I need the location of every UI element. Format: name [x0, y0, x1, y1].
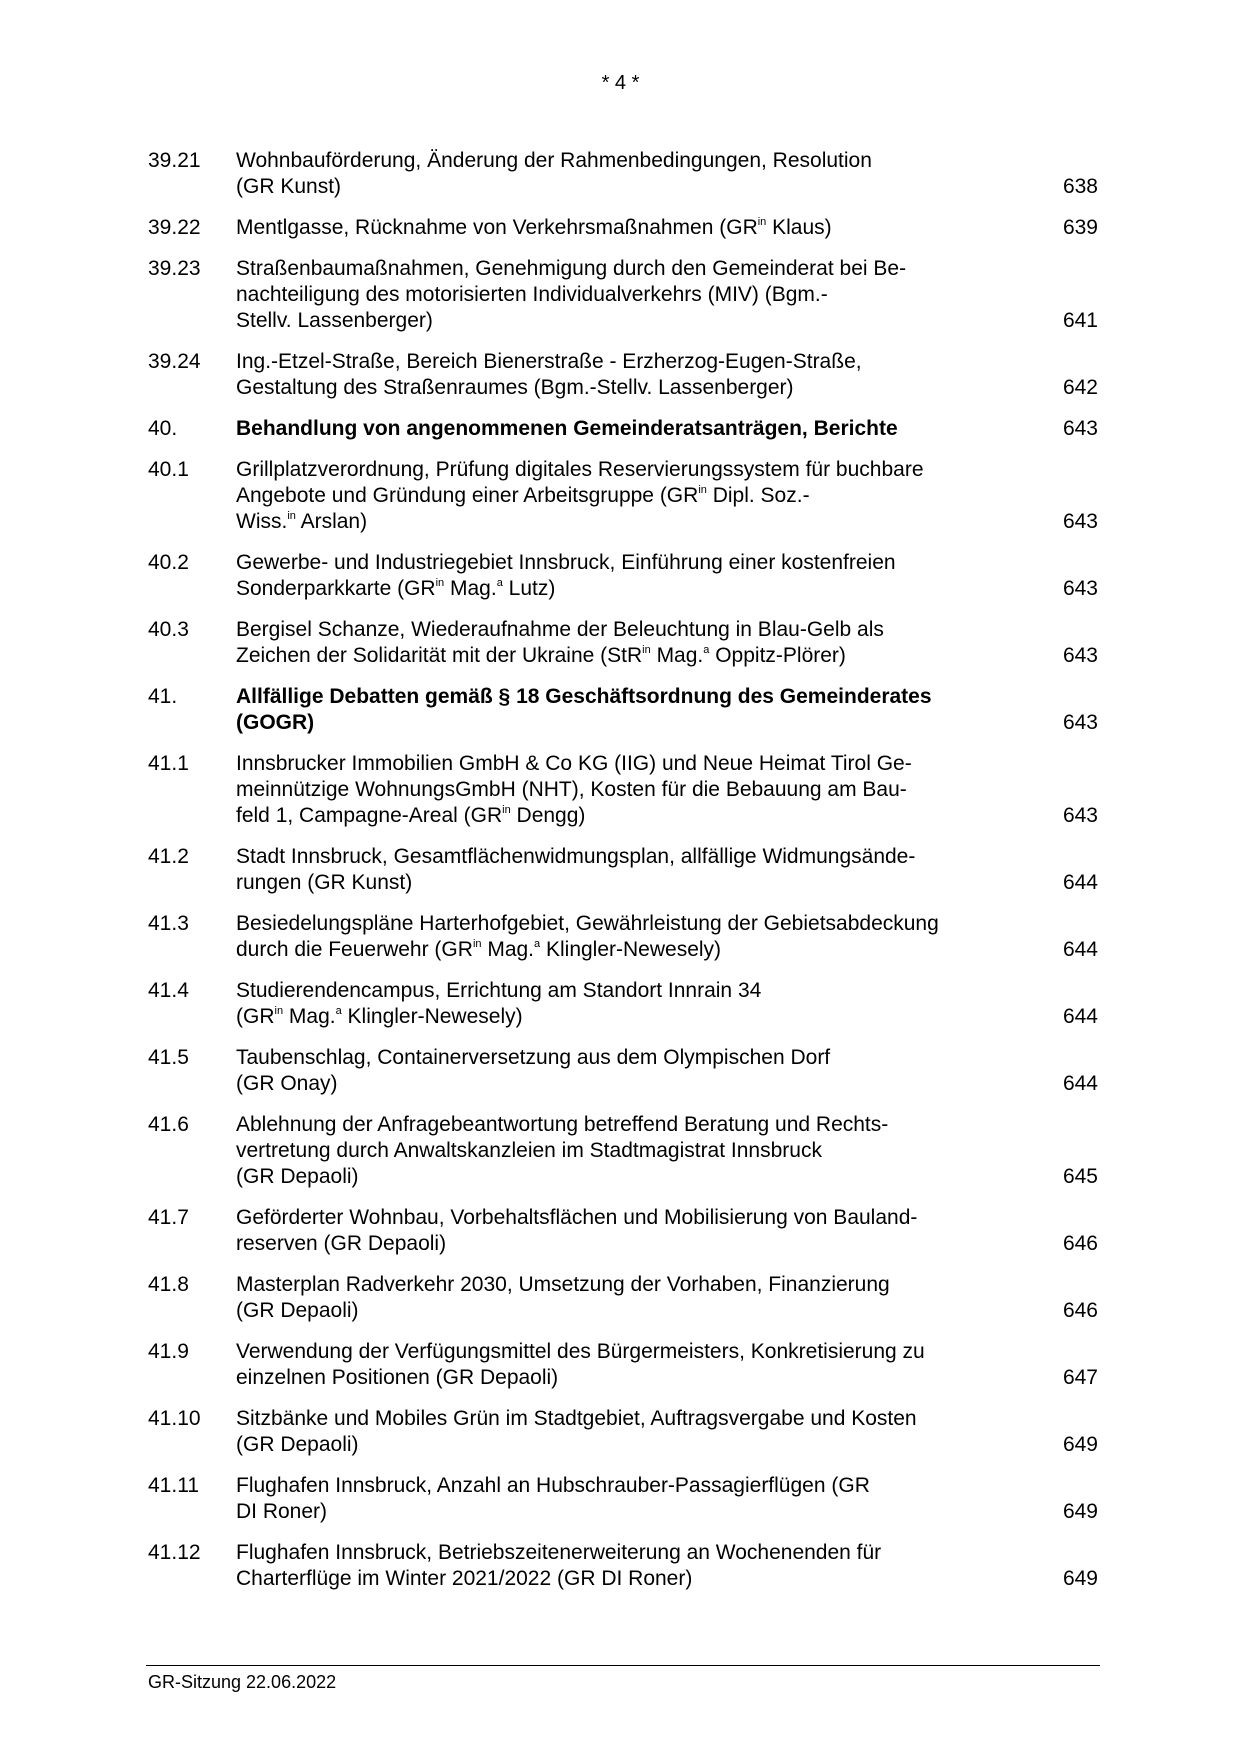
toc-entry-number: 41.10	[148, 1407, 201, 1430]
title-text: (GR Depaoli)	[236, 1299, 359, 1322]
title-superscript: in	[502, 804, 511, 816]
title-text: Flughafen Innsbruck, Betriebszeitenerweiterung an Wochenenden für	[236, 1541, 882, 1564]
title-text: Mag.	[444, 577, 497, 600]
toc-entry-title-line	[236, 684, 1006, 710]
toc-entry-title-line	[236, 978, 1006, 1004]
toc-entry-page: 643	[1062, 577, 1098, 600]
toc-entry-title-line	[236, 710, 1006, 736]
toc-entry	[148, 751, 1098, 829]
toc-entry-title-line	[236, 1071, 1006, 1097]
title-text: Sitzbänke und Mobiles Grün im Stadtgebiet, Auftragsvergabe und Kosten	[236, 1407, 917, 1430]
toc-entry-title	[236, 1339, 1006, 1391]
toc-entry-title	[236, 844, 1006, 896]
toc-entry-title	[236, 550, 1006, 602]
toc-entry-number: 39.21	[148, 149, 201, 172]
toc-entry-title-line	[236, 416, 1006, 442]
toc-entry-number: 39.24	[148, 350, 201, 373]
title-text: meinnützige WohnungsGmbH (NHT), Kosten für die Bebauung am Bau-	[236, 778, 907, 801]
title-text: (GR Kunst)	[236, 175, 342, 198]
toc-entry	[148, 1112, 1098, 1190]
toc-entry-number: 41.2	[148, 845, 189, 868]
toc-entry-title	[236, 215, 1006, 241]
title-text: Mentlgasse, Rücknahme von Verkehrsmaßnahmen (GR	[236, 216, 758, 239]
toc-entry-number: 41.3	[148, 912, 189, 935]
toc-entry-title	[236, 256, 1006, 334]
title-text: Masterplan Radverkehr 2030, Umsetzung der Vorhaben, Finanzierung	[236, 1273, 890, 1296]
toc-entry	[148, 684, 1098, 736]
toc-entry-title-line	[236, 1499, 1006, 1525]
toc-entry-title	[236, 457, 1006, 535]
title-text: (GR Onay)	[236, 1072, 338, 1095]
toc-entry-page: 638	[1062, 175, 1098, 198]
toc-entry	[148, 911, 1098, 963]
toc-entry-page: 643	[1062, 804, 1098, 827]
toc-entry-number: 40.3	[148, 618, 189, 641]
toc-entry-title-line	[236, 457, 1006, 483]
toc-entry-number: 41.1	[148, 752, 189, 775]
toc-entry-title-line	[236, 256, 1006, 282]
title-text: Mag.	[481, 938, 535, 961]
title-text: Arslan)	[295, 510, 368, 533]
toc-entry	[148, 148, 1098, 200]
title-superscript: in	[757, 216, 767, 228]
toc-entry-title	[236, 617, 1006, 669]
title-text: DI Roner)	[236, 1500, 328, 1523]
toc-entry-title	[236, 684, 1006, 736]
toc-entry-title-line	[236, 1205, 1006, 1231]
toc-entry-title-line	[236, 911, 1006, 937]
toc-entry-title-line	[236, 282, 1006, 308]
toc-entry-title-line	[236, 1004, 1006, 1030]
title-text: Bergisel Schanze, Wiederaufnahme der Beleuchtung in Blau-Gelb als	[236, 618, 884, 641]
toc-entry-page: 646	[1062, 1232, 1098, 1255]
toc-entry-title-line	[236, 1432, 1006, 1458]
title-text: Allfällige Debatten gemäß § 18 Geschäftsordnung des Gemeinderates	[236, 685, 932, 708]
toc-entry-title-line	[236, 1406, 1006, 1432]
toc-entry-page: 639	[1062, 216, 1098, 239]
toc-entry-title	[236, 1540, 1006, 1592]
title-text: Straßenbaumaßnahmen, Genehmigung durch den Gemeinderat bei Be-	[236, 257, 907, 280]
toc-entry-title	[236, 1473, 1006, 1525]
toc-entry-page: 649	[1062, 1433, 1098, 1456]
title-text: Mag.	[283, 1005, 336, 1028]
toc-entry-page: 649	[1062, 1500, 1098, 1523]
title-superscript: in	[472, 938, 482, 950]
toc-entry-title	[236, 1045, 1006, 1097]
toc-entry-page: 646	[1062, 1299, 1098, 1322]
toc-entry-title-line	[236, 1138, 1006, 1164]
toc-entry-title-line	[236, 643, 1006, 669]
toc-entry-page: 643	[1062, 711, 1098, 734]
title-text: durch die Feuerwehr (GR	[236, 938, 473, 961]
toc-entry	[148, 978, 1098, 1030]
toc-entry-page: 644	[1062, 1005, 1098, 1028]
toc-entry-title-line	[236, 1339, 1006, 1365]
toc-entry-title-line	[236, 617, 1006, 643]
toc-entry-page: 642	[1062, 376, 1098, 399]
toc-entry	[148, 1339, 1098, 1391]
toc-entry-title-line	[236, 1540, 1006, 1566]
toc-entry-title-line	[236, 1272, 1006, 1298]
toc-entry-number: 41.	[148, 685, 178, 708]
title-superscript: in	[642, 644, 651, 656]
title-text: Ablehnung der Anfragebeantwortung betreffend Beratung und Rechts-	[236, 1113, 889, 1136]
toc-entry-title-line	[236, 215, 1006, 241]
title-text: Sonderparkkarte (GR	[236, 577, 436, 600]
title-text: feld 1, Campagne-Areal (GR	[236, 804, 503, 827]
toc-entry-page: 643	[1062, 644, 1098, 667]
toc-entry-page: 647	[1062, 1366, 1098, 1389]
toc-entry-title-line	[236, 550, 1006, 576]
page-number: * 4 *	[601, 72, 640, 94]
toc-entry	[148, 1540, 1098, 1592]
title-text: (GR	[236, 1005, 275, 1028]
toc-entry-title-line	[236, 751, 1006, 777]
table-of-contents	[148, 148, 1098, 1607]
toc-entry-number: 41.4	[148, 979, 189, 1002]
title-text: Taubenschlag, Containerversetzung aus dem Olympischen Dorf	[236, 1046, 831, 1069]
title-text: (GR Depaoli)	[236, 1165, 359, 1188]
title-text: Klaus)	[766, 216, 832, 239]
toc-entry-number: 40.2	[148, 551, 189, 574]
footer-divider	[146, 1665, 1100, 1666]
title-text: Ing.-Etzel-Straße, Bereich Bienerstraße - Erzherzog-Eugen-Straße,	[236, 350, 862, 373]
toc-entry-title	[236, 1406, 1006, 1458]
toc-entry-title-line	[236, 174, 1006, 200]
toc-entry	[148, 215, 1098, 241]
title-text: rungen (GR Kunst)	[236, 871, 413, 894]
toc-entry-title-line	[236, 870, 1006, 896]
toc-entry-title	[236, 416, 1006, 442]
toc-entry-number: 41.9	[148, 1340, 189, 1363]
title-text: Dengg)	[510, 804, 586, 827]
toc-entry-title	[236, 148, 1006, 200]
title-superscript: in	[274, 1005, 284, 1017]
toc-entry-page: 644	[1062, 1072, 1098, 1095]
title-text: Klingler-Newesely)	[341, 1005, 523, 1028]
title-text: Zeichen der Solidarität mit der Ukraine (StR	[236, 644, 643, 667]
title-superscript: a	[496, 577, 503, 589]
toc-entry-title	[236, 349, 1006, 401]
toc-entry-title	[236, 751, 1006, 829]
toc-entry	[148, 256, 1098, 334]
title-text: nachteiligung des motorisierten Individualverkehrs (MIV) (Bgm.-	[236, 283, 828, 306]
toc-entry-page: 649	[1062, 1567, 1098, 1590]
title-text: reserven (GR Depaoli)	[236, 1232, 447, 1255]
title-text: Verwendung der Verfügungsmittel des Bürgermeisters, Konkretisierung zu	[236, 1340, 925, 1363]
title-superscript: a	[703, 644, 710, 656]
toc-entry-title-line	[236, 576, 1006, 602]
toc-entry-title-line	[236, 375, 1006, 401]
toc-entry-number: 41.11	[148, 1474, 199, 1497]
toc-entry-number: 40.	[148, 417, 178, 440]
toc-entry-number: 40.1	[148, 458, 189, 481]
title-text: Geförderter Wohnbau, Vorbehaltsflächen und Mobilisierung von Bauland-	[236, 1206, 918, 1229]
toc-entry-title-line	[236, 1112, 1006, 1138]
toc-entry-number: 41.12	[148, 1541, 201, 1564]
title-text: Lutz)	[502, 577, 556, 600]
title-text: Behandlung von angenommenen Gemeinderatsanträgen, Berichte	[236, 417, 898, 440]
toc-entry	[148, 416, 1098, 442]
toc-entry-number: 41.5	[148, 1046, 189, 1069]
footer-text: GR-Sitzung 22.06.2022	[148, 1672, 337, 1692]
title-text: Angebote und Gründung einer Arbeitsgruppe (GR	[236, 484, 699, 507]
toc-entry-title-line	[236, 1566, 1006, 1592]
toc-entry-title-line	[236, 803, 1006, 829]
toc-entry	[148, 1272, 1098, 1324]
toc-entry	[148, 1473, 1098, 1525]
toc-entry-title-line	[236, 148, 1006, 174]
title-text: Innsbrucker Immobilien GmbH & Co KG (IIG) und Neue Heimat Tirol Ge-	[236, 752, 912, 775]
title-text: (GR Depaoli)	[236, 1433, 359, 1456]
toc-entry-title-line	[236, 349, 1006, 375]
toc-entry-title-line	[236, 1473, 1006, 1499]
toc-entry	[148, 457, 1098, 535]
toc-entry-title	[236, 911, 1006, 963]
toc-entry-title-line	[236, 1231, 1006, 1257]
toc-entry-number: 41.8	[148, 1273, 189, 1296]
toc-entry	[148, 1406, 1098, 1458]
title-text: Gestaltung des Straßenraumes (Bgm.-Stellv. Lassenberger)	[236, 376, 794, 399]
title-superscript: in	[435, 577, 445, 589]
title-text: Gewerbe- und Industriegebiet Innsbruck, Einführung einer kostenfreien	[236, 551, 896, 574]
title-text: Klingler-Newesely)	[540, 938, 722, 961]
toc-entry-title-line	[236, 1298, 1006, 1324]
toc-entry-title	[236, 1112, 1006, 1190]
title-text: vertretung durch Anwaltskanzleien im Stadtmagistrat Innsbruck	[236, 1139, 822, 1162]
toc-entry	[148, 844, 1098, 896]
toc-entry	[148, 617, 1098, 669]
toc-entry-title-line	[236, 777, 1006, 803]
title-text: Grillplatzverordnung, Prüfung digitales Reservierungssystem für buchbare	[236, 458, 924, 481]
toc-entry	[148, 550, 1098, 602]
toc-entry	[148, 1045, 1098, 1097]
toc-entry-page: 641	[1062, 309, 1098, 332]
title-text: Wiss.	[236, 510, 288, 533]
toc-entry-title-line	[236, 1164, 1006, 1190]
toc-entry-page: 643	[1062, 417, 1098, 440]
toc-entry-title-line	[236, 937, 1006, 963]
toc-entry-title	[236, 1272, 1006, 1324]
title-text: Stellv. Lassenberger)	[236, 309, 433, 332]
title-text: Dipl. Soz.-	[706, 484, 810, 507]
title-text: Mag.	[650, 644, 704, 667]
toc-entry-number: 39.23	[148, 257, 201, 280]
toc-entry-page: 645	[1062, 1165, 1098, 1188]
toc-entry	[148, 1205, 1098, 1257]
title-superscript: in	[287, 510, 296, 522]
title-text: einzelnen Positionen (GR Depaoli)	[236, 1366, 559, 1389]
toc-entry-number: 41.6	[148, 1113, 189, 1136]
title-text: Wohnbauförderung, Änderung der Rahmenbedingungen, Resolution	[236, 149, 872, 172]
toc-entry-title-line	[236, 1365, 1006, 1391]
toc-entry-title-line	[236, 1045, 1006, 1071]
toc-entry-title-line	[236, 844, 1006, 870]
toc-entry	[148, 349, 1098, 401]
toc-entry-title-line	[236, 483, 1006, 509]
title-text: Oppitz-Plörer)	[709, 644, 846, 667]
toc-entry-page: 643	[1062, 510, 1098, 533]
title-superscript: a	[534, 938, 541, 950]
title-text: Besiedelungspläne Harterhofgebiet, Gewährleistung der Gebietsabdeckung	[236, 912, 939, 935]
toc-entry-number: 41.7	[148, 1206, 189, 1229]
toc-entry-page: 644	[1062, 938, 1098, 961]
toc-entry-title-line	[236, 308, 1006, 334]
toc-entry-title	[236, 978, 1006, 1030]
title-text: Stadt Innsbruck, Gesamtflächenwidmungsplan, allfällige Widmungsände-	[236, 845, 916, 868]
title-text: Studierendencampus, Errichtung am Standort Innrain 34	[236, 979, 762, 1002]
toc-entry-title-line	[236, 509, 1006, 535]
title-text: (GOGR)	[236, 711, 315, 734]
title-superscript: in	[698, 484, 707, 496]
toc-entry-number: 39.22	[148, 216, 201, 239]
toc-entry-page: 644	[1062, 871, 1098, 894]
title-superscript: a	[335, 1005, 342, 1017]
title-text: Charterflüge im Winter 2021/2022 (GR DI Roner)	[236, 1567, 693, 1590]
toc-entry-title	[236, 1205, 1006, 1257]
title-text: Flughafen Innsbruck, Anzahl an Hubschrauber-Passagierflügen (GR	[236, 1474, 870, 1497]
